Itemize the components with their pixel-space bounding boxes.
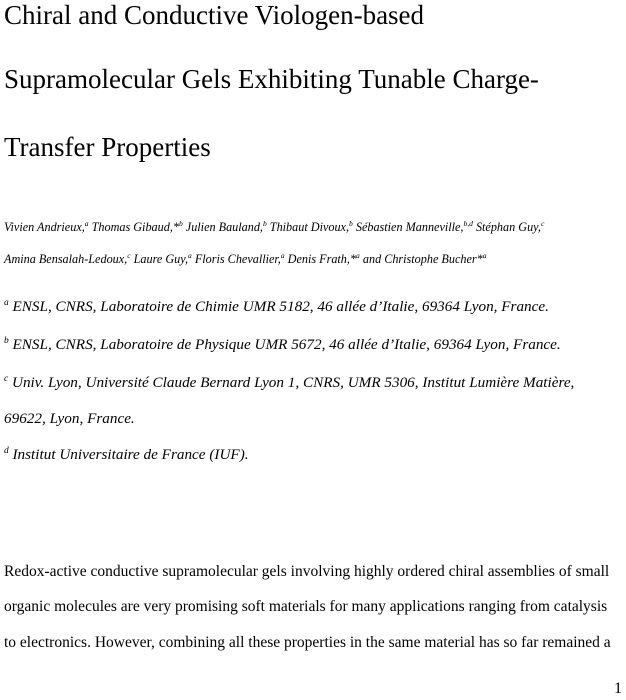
body-text-line: to electronics. However, combining all these properties in the same material has so far remained a — [4, 634, 611, 651]
author-name: Amina Bensalah-Ledoux, — [4, 252, 128, 266]
author-affiliation-mark: b — [178, 218, 183, 228]
affiliation-text: ENSL, CNRS, Laboratoire de Physique UMR 5672, 46 allée d’Italie, 69364 Lyon, France. — [12, 336, 561, 353]
page-number: 1 — [614, 680, 622, 697]
body-text-line: Redox-active conductive supramolecular gels involving highly ordered chiral assemblies of small — [4, 563, 610, 580]
author-name: Sébastien Manneville, — [355, 220, 464, 234]
affiliation-mark: a — [4, 297, 9, 308]
author-line-2 — [4, 250, 487, 266]
title-line-1: Chiral and Conductive Viologen-based — [4, 0, 425, 30]
author-name: Thibaut Divoux, — [269, 220, 350, 234]
body-text-line: organic molecules are very promising soft materials for many applications ranging from catalysis — [4, 598, 608, 615]
author-name: Laure Guy, — [133, 252, 189, 266]
affiliation-c-continuation: 69622, Lyon, France. — [4, 410, 135, 427]
author-name: Julien Bauland, — [185, 220, 263, 234]
author-affiliation-mark: a — [356, 250, 360, 260]
title-line-2: Supramolecular Gels Exhibiting Tunable Charge- — [4, 64, 539, 94]
author-name: Denis Frath,* — [287, 252, 357, 266]
author-affiliation-mark: b,d — [463, 218, 473, 228]
affiliation-mark: d — [4, 445, 9, 456]
affiliation-a — [4, 299, 549, 314]
affiliation-c — [4, 375, 574, 390]
author-affiliation-mark: a — [280, 250, 285, 260]
title-line-3: Transfer Properties — [4, 132, 211, 162]
author-affiliation-mark: a — [84, 218, 89, 228]
affiliation-text: Institut Universitaire de France (IUF). — [12, 446, 249, 463]
affiliation-text: Univ. Lyon, Université Claude Bernard Lyon 1, CNRS, UMR 5306, Institut Lumière Matière, — [11, 374, 575, 391]
author-name: Floris Chevallier, — [194, 252, 281, 266]
affiliation-text: ENSL, CNRS, Laboratoire de Chimie UMR 5182, 46 allée d’Italie, 69364 Lyon, France. — [12, 298, 549, 315]
author-affiliation-mark: b — [262, 218, 267, 228]
author-affiliation-mark: c — [540, 218, 545, 228]
affiliation-mark: b — [4, 335, 9, 346]
author-affiliation-mark: a — [188, 250, 192, 260]
author-affiliation-mark: c — [127, 250, 131, 260]
author-name: and Christophe Bucher* — [362, 252, 483, 266]
author-name: Vivien Andrieux, — [4, 220, 85, 234]
author-line-1 — [4, 218, 545, 234]
affiliation-d — [4, 447, 249, 462]
author-affiliation-mark: a — [482, 250, 487, 260]
author-affiliation-mark: b — [349, 218, 353, 228]
affiliation-b — [4, 337, 561, 352]
author-name: Thomas Gibaud,* — [91, 220, 179, 234]
author-name: Stéphan Guy, — [475, 220, 541, 234]
affiliation-mark: c — [4, 373, 9, 384]
